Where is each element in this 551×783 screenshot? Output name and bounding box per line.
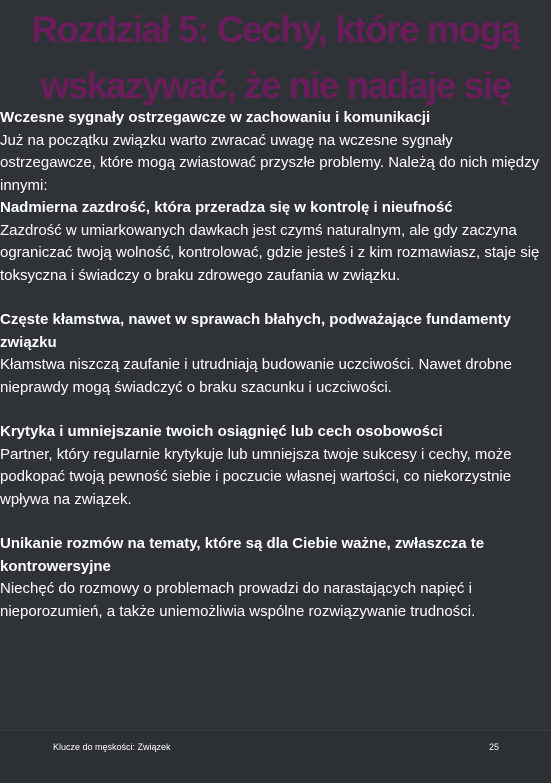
spacer <box>0 399 548 421</box>
section-heading: Wczesne sygnały ostrzegawcze w zachowaniu i komunikacji <box>0 109 431 126</box>
intro-paragraph: Już na początku związku warto zwracać uwagę na wczesne sygnały ostrzegawcze, które mogą zwiastować przyszłe problemy. Należą do nich między innymi: <box>0 131 540 194</box>
item-text-criticism: Partner, który regularnie krytykuje lub umniejsza twoje sukcesy i cechy, może podkopać twoją pewność siebie i poczucie własnej wartości, co niekorzystnie wpływa na związek. <box>0 445 512 508</box>
item-heading-jealousy: Nadmierna zazdrość, która przeradza się w kontrolę i nieufność <box>0 199 453 216</box>
item-heading-avoidance: Unikanie rozmów na tematy, które są dla Ciebie ważne, zwłaszcza te kontrowersyjne <box>0 535 485 575</box>
spacer <box>0 287 548 309</box>
item-text-lies: Kłamstwa niszczą zaufanie i utrudniają budowanie uczciwości. Nawet drobne nieprawdy mogą świadczyć o braku szacunku i uczciwości. <box>0 356 512 396</box>
footer-page-number: 25 <box>489 742 500 752</box>
item-heading-criticism: Krytyka i umniejszanie twoich osiągnięć lub cech osobowości <box>0 423 443 440</box>
spacer <box>0 511 548 533</box>
page-footer <box>0 730 551 783</box>
footer-book-title: Klucze do męskości: Związek <box>53 742 171 752</box>
chapter-content <box>0 107 548 623</box>
item-heading-lies: Częste kłamstwa, nawet w sprawach błahych, podważające fundamenty związku <box>0 311 511 351</box>
item-text-jealousy: Zazdrość w umiarkowanych dawkach jest czymś naturalnym, ale gdy zaczyna ograniczać twoją wolność, kontrolować, gdzie jesteś i z kim rozmawiasz, staje się toksyczna i świadczy o braku zdrowego zaufania w związku. <box>0 221 540 284</box>
item-text-avoidance: Niechęć do rozmowy o problemach prowadzi do narastających napięć i nieporozumień, a także uniemożliwia wspólne rozwiązywanie trudności. <box>0 580 476 620</box>
page-title: Rozdział 5: Cechy, które mogą wskazywać, że nie nadaje się <box>31 9 520 106</box>
